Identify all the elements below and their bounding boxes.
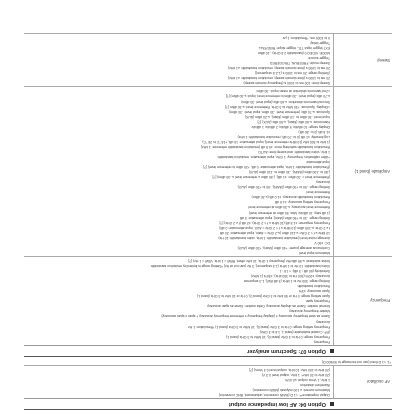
- spec-line: ≤-70 dBc (input level: -30 dBm to reference level, input: ≤-30 dBm) [?]: [225, 94, 330, 99]
- section-header-option-07: [24, 345, 392, 357]
- spec-line: Input attenuator: [306, 160, 330, 165]
- spec-line: Accuracy: [316, 319, 330, 324]
- spec-line: Second harmonic distortion: ≤-60 dBc (input level -30 dBm): [241, 99, 330, 104]
- row-body: [24, 365, 334, 398]
- spec-line: Resolution bandwidth: [297, 284, 330, 289]
- spec-line: (RF: Coaxial switchable (band 1, 1.6 to 3 GHz): [259, 329, 330, 334]
- table-row: [24, 87, 392, 257]
- table-row: [24, 33, 392, 86]
- spec-line: (20 kHz to 20 kHz*: 1 kHz, output level 0.3 V): [261, 372, 330, 377]
- spec-line: Spurious: ≤-70 dBc (reference level: -30 dBm, input level: -30 dBm): [229, 109, 330, 114]
- row-body: [24, 33, 334, 86]
- spec-line: Accuracy: ±20% (300 Hz to 300 kHz), ±30% (1 MHz): [250, 274, 330, 279]
- spec-line: Sweep time: 100 ms to 1000 s (frequency domain sweep): [243, 81, 330, 86]
- spec-line: (-80 to -100 dBm (MAIN), -30 dBm to -110 dBm (AUX): [248, 170, 330, 175]
- spec-line: Maximum input level: [299, 250, 330, 255]
- spec-line: 20 ms to 1000 s (time domain sweep, resolution bandwidth: ≥1 kHz): [228, 76, 330, 81]
- spec-line: MODE: VIDEO 0 (bandwidth 2.5 GHz): -10 dBm: [257, 51, 330, 56]
- spec-line: (20 kHz to 100 kHz: 10 kHz, output level 0.3 Vrms) [?]: [249, 367, 330, 372]
- spec-line: <Display: Spurious: +30 MHz to 3 GHz, Reference level: ≤-30 dBm [?]: [225, 104, 330, 109]
- spec-line: Span accuracy: ±3%: [298, 289, 330, 294]
- spec-line: Accuracy: [316, 180, 330, 185]
- spec-line: +After calibration, frequency: 1 GHz, input attenuator, resolution bandwidth:: [217, 155, 330, 160]
- row-body: [24, 256, 334, 344]
- spec-line: Input level: -30 dBm to -10 dBm (Main), ≤-20 dBm (AUX): [245, 114, 330, 119]
- spec-line: (1 kHz to 300 kHz [10 MHz reference level], input attenuator: 10 dB, +18 °C to 28 °C): [202, 139, 330, 144]
- spec-line: Frequency: [313, 339, 330, 344]
- spec-line: (Setting range: 20 ms to 1000 s (1-2-5 sequence)): [254, 71, 330, 76]
- spec-line: Setting range: -90 to +30 dBm (MAIN), -90 to +20 dBm (AUX): [237, 185, 330, 190]
- square-bullet-icon: [330, 402, 334, 406]
- spec-line: Harmonics: ≤-60 dBc (Main), ≤-50 dBc (AUX) [?]: [257, 119, 330, 124]
- spec-line: Setting range: 300 Hz to 1 MHz (3 dB BW), 1-3 sequence: [243, 279, 330, 284]
- table-row: [24, 256, 392, 344]
- spec-line: Average noise level (resolution bandwidth: 1 kHz, video bandwidth: 10 Hz): [218, 235, 330, 240]
- spec-line: Normal marker: Same as display accuracy, Delta marker: Same as span accuracy: [207, 304, 330, 309]
- spec-line: Selectivity (60 dB : 3 dB): < 15 : 1: [279, 269, 330, 274]
- footnote: *1: <1 Ω fixed (can not exchange to 50/600 Ω): [321, 359, 391, 364]
- spec-line: Frequency response: ±1.5 dB (10 MHz ≤ f < 2 GHz), ±2 dB (f ≥ 2 GHz) [?]: [219, 220, 330, 225]
- spec-line: Log linearity: ±1 dB (0 to -70 dB, resolution bandwidth: 1 kHz): [237, 134, 330, 139]
- spec-line: Marker frequency accuracy: [289, 309, 330, 314]
- spec-line: Output impedance**: <1 Ω (MAIN connector, unbalanced, BNC connector): [218, 393, 330, 397]
- row-body: [24, 87, 334, 257]
- section-title: Option 04: AF low impedance output: [228, 401, 326, 407]
- spec-line: Reference level accuracy: ≤-30 dBm at reference level: [248, 205, 330, 210]
- spec-line: Resolution bandwidth switching error: ±0.5 dB (resolution bandwidth reference: 1 kHz): [200, 144, 330, 149]
- spec-line: Waveform distortion: [299, 382, 330, 387]
- spec-line: Span setting range: 0 Hz or 50 kHz to 3 GHz (band 0), 0 Hz or 10 kHz to 3 GHz (band 1): [197, 294, 330, 299]
- spec-line: 1 kHz, 1 Vrms output: ≤0.01%: [285, 377, 330, 382]
- row-label: Sweep: [334, 33, 393, 86]
- table-row: [24, 365, 392, 398]
- spec-line: Resolution bandwidth accuracy: ±1.0 dB (≤-30 dBm): [251, 195, 330, 200]
- spec-line: Same as start frequency accuracy ± (display frequency x reference frequency accuracy + span x span accuracy): [161, 314, 330, 319]
- spec-line: Setting range: -30 to +50 dBm (Main), input attenuator: 0 dB: [239, 215, 330, 220]
- spec-line: (1 dB step, 10 dB/div, Max. 50 dBm at reference level): [248, 210, 330, 215]
- spec-line: <2nd harmonic distortion at mean input: -30 dBm: [256, 89, 330, 94]
- spec-line: Frequency setting accuracy: ±1.5 dB: [274, 200, 330, 205]
- spec-line: Sweep mode: FREERUN, TRIGGERED: [269, 61, 330, 66]
- row-label: Frequency: [334, 256, 393, 344]
- spec-line: Noise sideband: ≤-95 dBc/Hz (frequency 1 GHz, 10 kHz offset, RBW = 1 kHz, VBW = 1 Hz) [?]: [188, 258, 330, 263]
- row-label: AF oscillator: [334, 365, 393, 398]
- spec-line: Frequency range: 0 Hz to 3 GHz (band 0), 10 MHz to 3 GHz (band 1): [226, 334, 330, 339]
- spec-line: Trigger delay: [310, 41, 330, 45]
- spec-line: (Reference level > -30 dBm: ±1 dB), (-50 dBm ≤ reference level ≤ -30 dBm) [?]: [212, 175, 330, 180]
- spec-line: DC: ±50 V: [314, 240, 330, 245]
- spec-line: Maximum current: ≥ 100 mApeak (MAIN connector): [252, 387, 330, 392]
- spec-line: Reference level: [306, 190, 330, 195]
- spec-line: Frequency setting range: 0 Hz to 3 GHz (band 0), 10 MHz to 3 GHz (band 1) *Resolution: 1 Hz: [188, 324, 330, 329]
- section-header-option-04: [24, 398, 392, 410]
- spec-line: Continuous average power: +40 dBm (Main), +20 dBm (AUX): [237, 245, 330, 250]
- spec-line: 20 ms to 1000 s (time domain sweep, resolution bandwidth: ≥1 kHz): [228, 66, 330, 71]
- square-bullet-icon: [330, 349, 334, 353]
- spec-line: f ≥ 2 GHz: ≤-105 dBm (10 MHz ≤ f < 2 GHz = AUX, input attenuator: 0 dB): [219, 225, 330, 230]
- spec-line: Frequency span: [305, 299, 330, 304]
- spec-line: ±1.5 dB (0 to -80 dB): [298, 129, 330, 134]
- spec-line: Display range: 10 dB/div, 5 dB/div, 2 dB/div, 1 dB/div: [251, 124, 330, 129]
- spec-line: 10 MHz ≤ f < 2 GHz: ≤-110 dBm (≤-2 GHz = Main, input attenuator: 20 dB: [219, 230, 330, 235]
- spec-line: (Resolution bandwidth: 1 kHz, input attenuator: 0 dB, +20 dBm to reference level) [?]: [203, 165, 330, 170]
- spec-line: Video bandwidth: 10 Hz to 1 MHz (1-3 sequence), 3 Hz (can not at Hz) *Setting range is limited by resolution bandwidth.: [149, 264, 330, 269]
- spec-sheet: [24, 8, 392, 412]
- spec-line: EXT trigger input TTL, trigger slope: RISE/FALL: [258, 46, 330, 51]
- spec-line: Trigger source: [308, 56, 330, 61]
- spec-line: 1 kHz, video bandwidth: and sweep time: AUTO: [258, 149, 330, 154]
- spec-table-option-07: [24, 33, 392, 345]
- spec-line: 0 to 1000 ms, *Resolution: 1 μs: [282, 35, 330, 40]
- row-label: Amplitude (band 1): [334, 87, 393, 257]
- spec-table-option-04: [24, 365, 392, 398]
- section-title: Option 07: Spectrum analyzer: [247, 347, 326, 354]
